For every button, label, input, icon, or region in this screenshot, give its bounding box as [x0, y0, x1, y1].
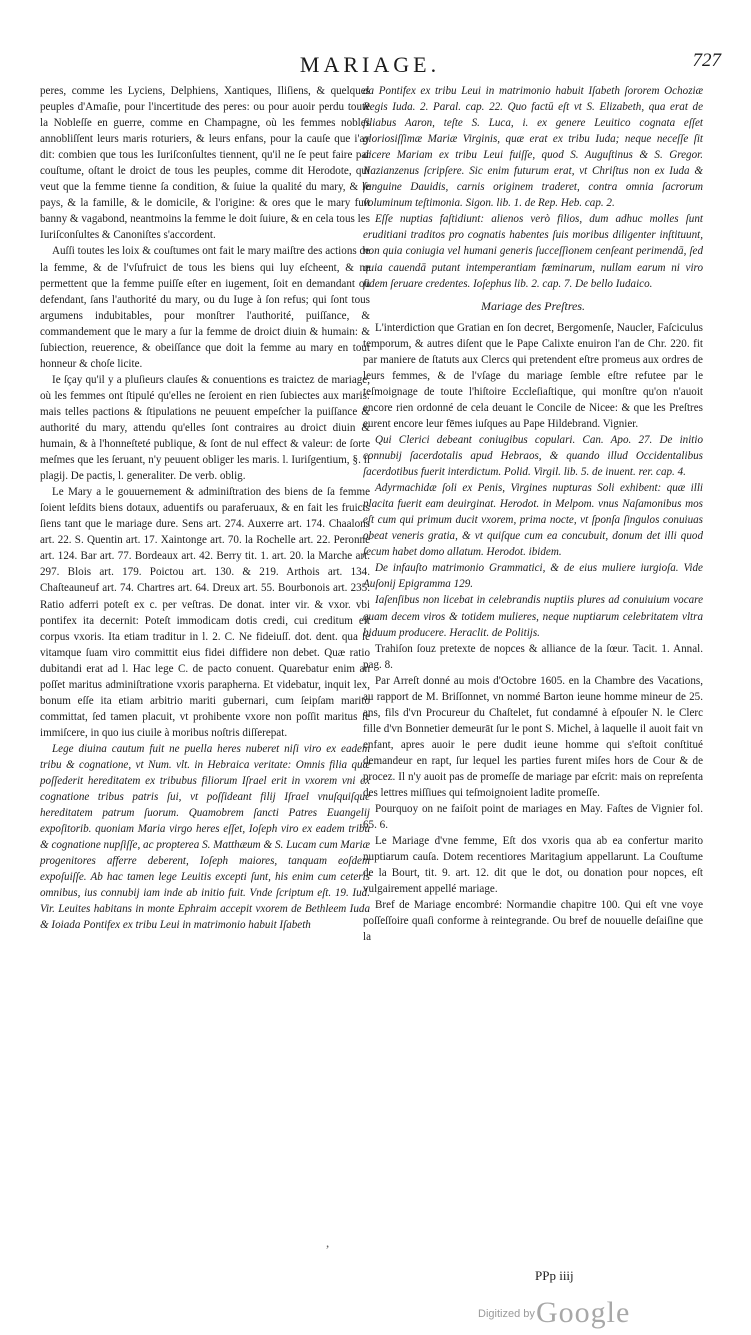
paragraph: Adyrmachidæ ſoli ex Penis, Virgines nupturas Soli exhibent: quæ illi placita fuerit eam deuirginat. Herodot. in Melpom. vnus Naſamonibus mos eſt cum qui primum ducit vxorem, prima nocte, vt ſponſa ſingulos conuiuas obeat veneris gratia, & vt quiſque cum ea concubuit, donum det illi quod ſecum habet domo allatum. Herodot. ibidem.	[363, 482, 703, 559]
paragraph: Le Mariage d'vne femme, Eſt dos vxoris qua ab ea confertur marito nuptiarum cauſa. Dotem recentiores Maritagium appellarunt. La Couſtume de la Bourt, tit. 9. art. 12. dit que le dot, ou donation pour nopces, eſt vulgairement appellé mariage.	[363, 835, 703, 896]
paragraph: Iaſenſibus non licebat in celebrandis nuptiis plures ad conuiuium vocare quam decem viros & totidem mulieres, neque nuptiarum celebritatem vltra biduum producere. Heraclit. de Politijs.	[363, 594, 703, 639]
paragraph: Eſſe nuptias faſtidiunt: alienos verò filios, dum adhuc molles ſunt eruditiani traditos pro cognatis habentes ſuis moribus diligenter inſtituunt, non quia coniugia vel humani generis ſucceſſionem cenſeant perimendā, ſed quia cauendā putant intemperantiam fœminarum, nullam earum ni viro fidem ſeruare credentes. Ioſephus lib. 2. cap. 7. De bello Iudaico.	[363, 213, 703, 290]
section-heading: Mariage des Preſtres.	[480, 298, 586, 313]
stray-mark: ,	[326, 1235, 330, 1250]
paragraph: Qui Clerici debeant coniugibus copulari. Can. Apo. 27. De initio connubij ſacerdotalis apud Hebraos, & quando illud Occidentalibus ſacerdotibus fuerit interdictum. Polid. Virgil. lib. 5. de inuent. rer. cap. 4.	[363, 433, 703, 479]
paragraph: peres, comme les Lyciens, Delphiens, Xantiques, Iliſiens, & quelques peuples d'Amaſie, pour l'incertitude des peres: ou pour auoir perdu toute la Nobleſſe en guerre, comme en Champagne, où les femmes nobles annobliſſent leurs maris roturiers, & leurs enfans, pour la cauſe que i'ay dit: combien que tous les Iuriſconſultes tiennent, qu'il ne ſe peut faire par couſtume, oſtant le droict de tous les peuples, comme dit Herodote, qui veut que la femme tienne ſa condition, & ſuiue la qualité du mary, & le pays, & la famille, & le domicile, & l'origine: & ores que le mary fuſt banny & vagabond, neantmoins la femme le doit ſuiure, & en cela tous les Iuriſconſultes & Canoniſtes s'accordent.	[40, 85, 370, 242]
paragraph: Pourquoy on ne faiſoit point de mariages en May. Faſtes de Vignier fol. 65. 6.	[363, 803, 703, 832]
watermark-prefix: Digitized by	[478, 1308, 535, 1320]
paragraph: Par Arreſt donné au mois d'Octobre 1605. en la Chambre des Vacations, au rapport de M. Briſſonnet, vn nommé Barton ieune homme mineur de 25. ans, fils d'vn Procureur du Chaſtelet, fut condamné à eſpouſer N. le Clerc fille d'vn Bonnetier demeurāt ſur le pont S. Michel, à laquelle il auoit fait vn enfant, apres auoir le pere dudit ieune homme qui s'eſtoit conſtitué demandeur en rapt, ſur lequel les parties furent miſes hors de Cour & de procez. Il n'y auoit pas de promeſſe de mariage par eſcrit: mais on repreſenta des lettres miſſiues qui teſmoignoient ladite promeſſe.	[363, 674, 703, 800]
page-number: 727	[692, 50, 721, 71]
running-head: MARIAGE.	[299, 52, 441, 77]
left-column	[40, 83, 370, 933]
paragraph: Lege diuina cautum fuit ne puella heres nuberet niſi viro ex eadem tribu & cognatione, vt Num. vlt. in Hebraica veritate: Omnis filia quæ poſſederit hereditatem ex tribubus filiorum Iſrael erit in vxorem vni ex cognatione tribus patris ſui, vt poſſideant filij Iſrael vnuſquiſque hereditatem patrum ſuorum. Quamobrem ſancti Patres Euangelij expoſitorib. quoniam Maria virgo heres eſſet, Ioſeph viro ex eadem tribu & cognatione nupſiſſe, ac propterea S. Matthæum & S. Lucam cum Mariæ progenitores afferre deberent, Ioſeph maiores, tanquam eoſdem expoſuiſſe. Ab hac tamen lege Leuitis excepti ſunt, his enim cum ceteris omnibus, ius connubij iam inde ab initio fuit. Vnde ſcriptum eſt. 19. Iud. Vir. Leuites habitans in monte Ephraim accepit vxorem de Bethleem Iuda & Ioiada Pontifex ex tribu Leui in matrimonio habuit Iſabeth	[40, 742, 370, 932]
paragraph: Trahiſon ſouz pretexte de nopces & alliance de la ſœur. Tacit. 1. Annal. pag. 8.	[363, 642, 703, 671]
paragraph: L'interdiction que Gratian en ſon decret, Bergomenſe, Naucler, Faſciculus temporum, & autres diſent que le Pape Calixte enuiron l'an de Chr. 220. fit par maniere de ſtatuts aux Clercs qui pretendent eſtre promeus aux ordres de leurs femmes, & de l'vſage du mariage ſemble eſtre refutee par le teſmoignage de toute l'hiſtoire Eccleſiaſtique, qui monſtre qu'on n'auoit encore rien ordonné de cela deuant le Concile de Nicee: & que les Preſtres eurent encore leur fēmes iuſques au Pape Hildebrand. Vignier.	[363, 321, 703, 430]
right-column	[363, 83, 703, 945]
paragraph: Auſſi toutes les loix & couſtumes ont fait le mary maiſtre des actions de la femme, & de l'vſufruict de tous les biens qui luy eſcheent, & ne permettent que la femme puiſſe eſter en iugement, ſoit en demandant ou defendant, ſans l'authorité du mary, ou du Iuge à ſon refus; qui ſont tous argumens indubitables, pour monſtrer l'authorité, puiſſance, & commandement que le mary a ſur la femme de droict diuin & humain: & ſubiection, reuerence, & obeiſſance que doit la femme au mary en tout honneur & choſe licite.	[40, 245, 370, 370]
signature-mark: PPp iiij	[535, 1268, 574, 1283]
paragraph: Le Mary a le gouuernement & adminiſtration des biens de ſa femme ſoient leſdits biens dotaux, aduentifs ou paraferuaux, & en fait les fruicts ſiens tant que le mariage dure. Sens art. 274. Auxerre art. 174. Chaalons art. 22. S. Quentin art. 17. Xaintonge art. 70. la Rochelle art. 22. Peronne art. 124. Bar art. 77. Bordeaux art. 42. Berry tit. 1. art. 20. la Marche art. 297. Blois art. 179. Poictou art. 130. & 219. Arthois art. 134. Chaſteauneuf art. 74. Chartres art. 64. Dreux art. 55. Bourbonois art. 235. Ratio adferri poteſt ex c. per veſtras. De donat. inter vir. & vxor. vbi pontifex ita decernit: Poteſt immodicam dotis credi, cui creditum eſt corpus vxoris. Ita etiam traditur in l. 2. C. Ne fideiuſſ. dot. dent. qua ſe vitamque ſuam viro committit eius fidei diffidere non debet. Quæ ratio dubitandi erat ad l. Hac lege C. de pacto conuent. Quarebatur enim an poſſet maritus adminiſtratione vxoris parapherna. Et videbatur, inquit lex, bonum eſſe ita etiam arbitrio mariti gubernari, cum ſeipſam marito committat, ſed tamen placuit, vt prohibente vxore non poſſit maritus ſe immiſcere, in quo ius ciuile à moribus noſtris diſſerepat.	[40, 486, 370, 739]
paragraph: Ie ſçay qu'il y a pluſieurs clauſes & conuentions es traictez de mariage, où les femmes ont ſtipulé qu'elles ne ſeroient en rien ſubiectes aux maris: mais telles pactions & ſtipulations ne peuuent empeſcher la puiſſance & authorité du mary, attendu qu'elles ſont contraires au droict diuin & humain, & à l'honneſteté publique, & ſont de nul effect & valeur: de ſorte meſmes que les ſeruant, n'y peuuent obliger les maris. l. Iuriſgentium, §. ſi plagij. De pactis, l. generaliter. De verb. oblig.	[40, 373, 370, 483]
paragraph: De infauſto matrimonio Grammatici, & de eius muliere iurgioſa. Vide Auſonij Epigramma 129.	[363, 562, 703, 591]
paragraph: da Pontifex ex tribu Leui in matrimonio habuit Iſabeth ſororem Ochoziæ Regis Iuda. 2. Paral. cap. 22. Quo factū eſt vt S. Elizabeth, qua erat de filiabus Aaron, teſte S. Luca, i. ex genere Leuitico cognata eſſet gloriosiſſimæ Mariæ Virginis, quæ erat ex tribu Iuda; neque neceſſe ſit dicere Mariam ex tribu Leui fuiſſe, quod S. Auguſtinus & S. Gregor. Nazianzenus ſcripſere. Sic enim futurum erat, vt Chriſtus non ex Iuda & ſanguine Dauidis, carnis originem traderet, contra omnia ſacrorum voluminum teſtimonia. Sigon. lib. 1. de Rep. Heb. cap. 2.	[363, 85, 703, 210]
paragraph: Bref de Mariage encombré: Normandie chapitre 100. Qui eſt vne voye poſſeſſoire quaſi conforme à reintegrande. Ou bref de nouuelle deſaiſine que la	[363, 899, 703, 944]
google-watermark	[478, 1296, 728, 1328]
google-logo: Google	[536, 1296, 631, 1329]
